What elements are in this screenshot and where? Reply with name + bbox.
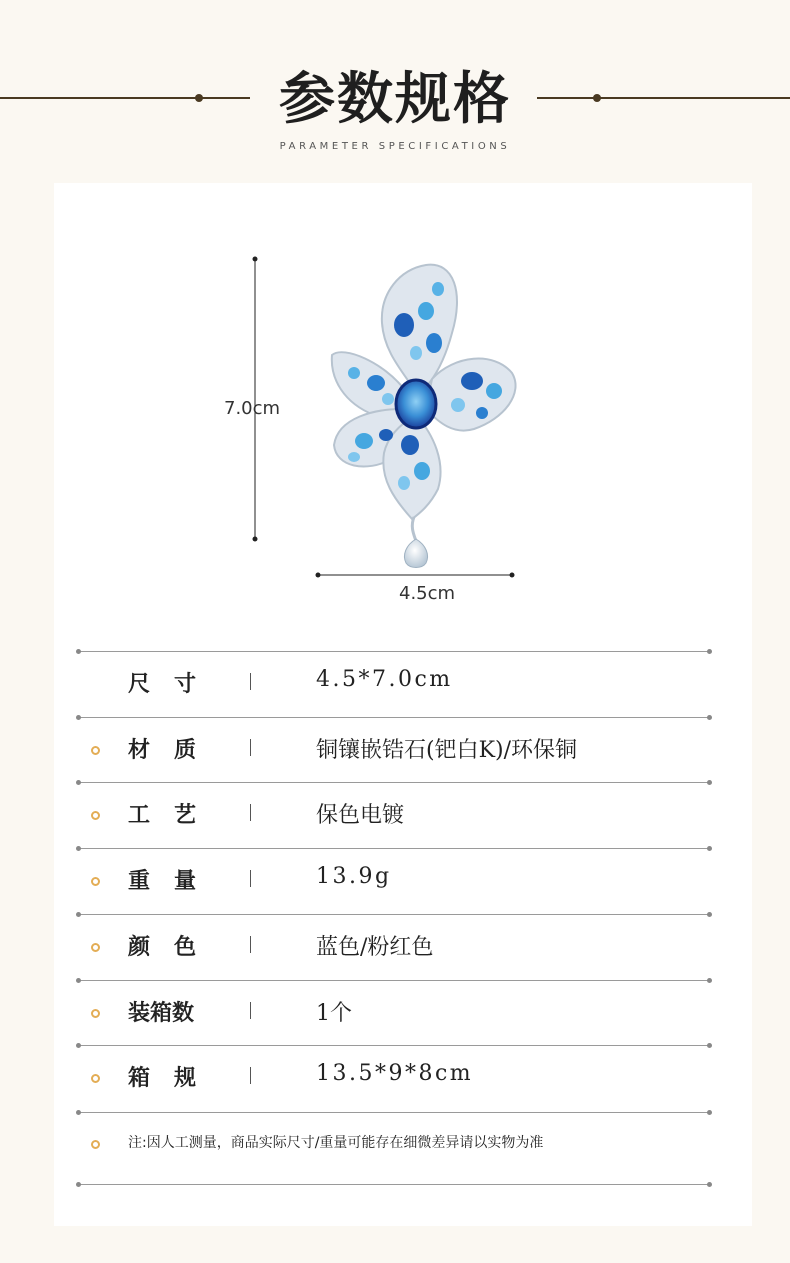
separator-bar (250, 673, 251, 690)
spec-value: 4.5*7.0cm (316, 667, 453, 692)
measurement-note: 注:因人工测量，商品实际尺寸/重量可能存在细微差异请以实物为准 (128, 1135, 544, 1151)
bullet-circle-icon (91, 746, 100, 755)
spec-value: 保色电镀 (316, 803, 405, 828)
spec-label: 装箱数 (128, 1000, 195, 1026)
header-rule-right (537, 97, 790, 99)
spec-label: 工艺 (128, 802, 221, 828)
spec-label: 材质 (128, 737, 221, 763)
header-rule-left (0, 97, 250, 99)
product-figure (54, 183, 752, 623)
spec-card (54, 183, 752, 1226)
spec-label: 尺寸 (128, 671, 221, 697)
spec-label: 箱规 (128, 1065, 221, 1091)
page-header (0, 0, 790, 180)
page-subtitle: PARAMETER SPECIFICATIONS (279, 141, 511, 152)
spec-row-size (78, 651, 710, 717)
brooch-image (54, 183, 752, 623)
separator-bar (250, 739, 251, 756)
separator-bar (250, 870, 251, 887)
spec-row-pack-qty (78, 980, 710, 1046)
spec-row-box-size (78, 1045, 710, 1111)
bullet-circle-icon (91, 811, 100, 820)
spec-value: 13.5*9*8cm (316, 1061, 474, 1086)
separator-bar (250, 1067, 251, 1084)
header-rule-right-dot (593, 94, 601, 102)
width-dimension-label: 4.5cm (399, 583, 456, 604)
bullet-circle-icon (91, 1074, 100, 1083)
spec-value: 铜镶嵌锆石(钯白K)/环保铜 (316, 738, 578, 763)
row-divider (78, 1184, 710, 1185)
header-rule-left-dot (195, 94, 203, 102)
spec-row-material (78, 717, 710, 783)
bullet-circle-icon (91, 1140, 100, 1149)
note-row (78, 1112, 710, 1184)
spec-row-weight (78, 848, 710, 914)
spec-label: 重量 (128, 868, 221, 894)
spec-row-color (78, 914, 710, 980)
separator-bar (250, 936, 251, 953)
separator-bar (250, 1002, 251, 1019)
separator-bar (250, 804, 251, 821)
page-title: 参数规格 (279, 66, 511, 132)
height-dimension-label: 7.0cm (224, 398, 281, 419)
spec-label: 颜色 (128, 934, 221, 960)
bullet-circle-icon (91, 877, 100, 886)
bullet-circle-icon (91, 943, 100, 952)
bullet-circle-icon (91, 1009, 100, 1018)
spec-value: 1个 (316, 1001, 352, 1026)
spec-row-craft (78, 782, 710, 848)
spec-value: 蓝色/粉红色 (316, 935, 434, 960)
spec-value: 13.9g (316, 864, 392, 889)
